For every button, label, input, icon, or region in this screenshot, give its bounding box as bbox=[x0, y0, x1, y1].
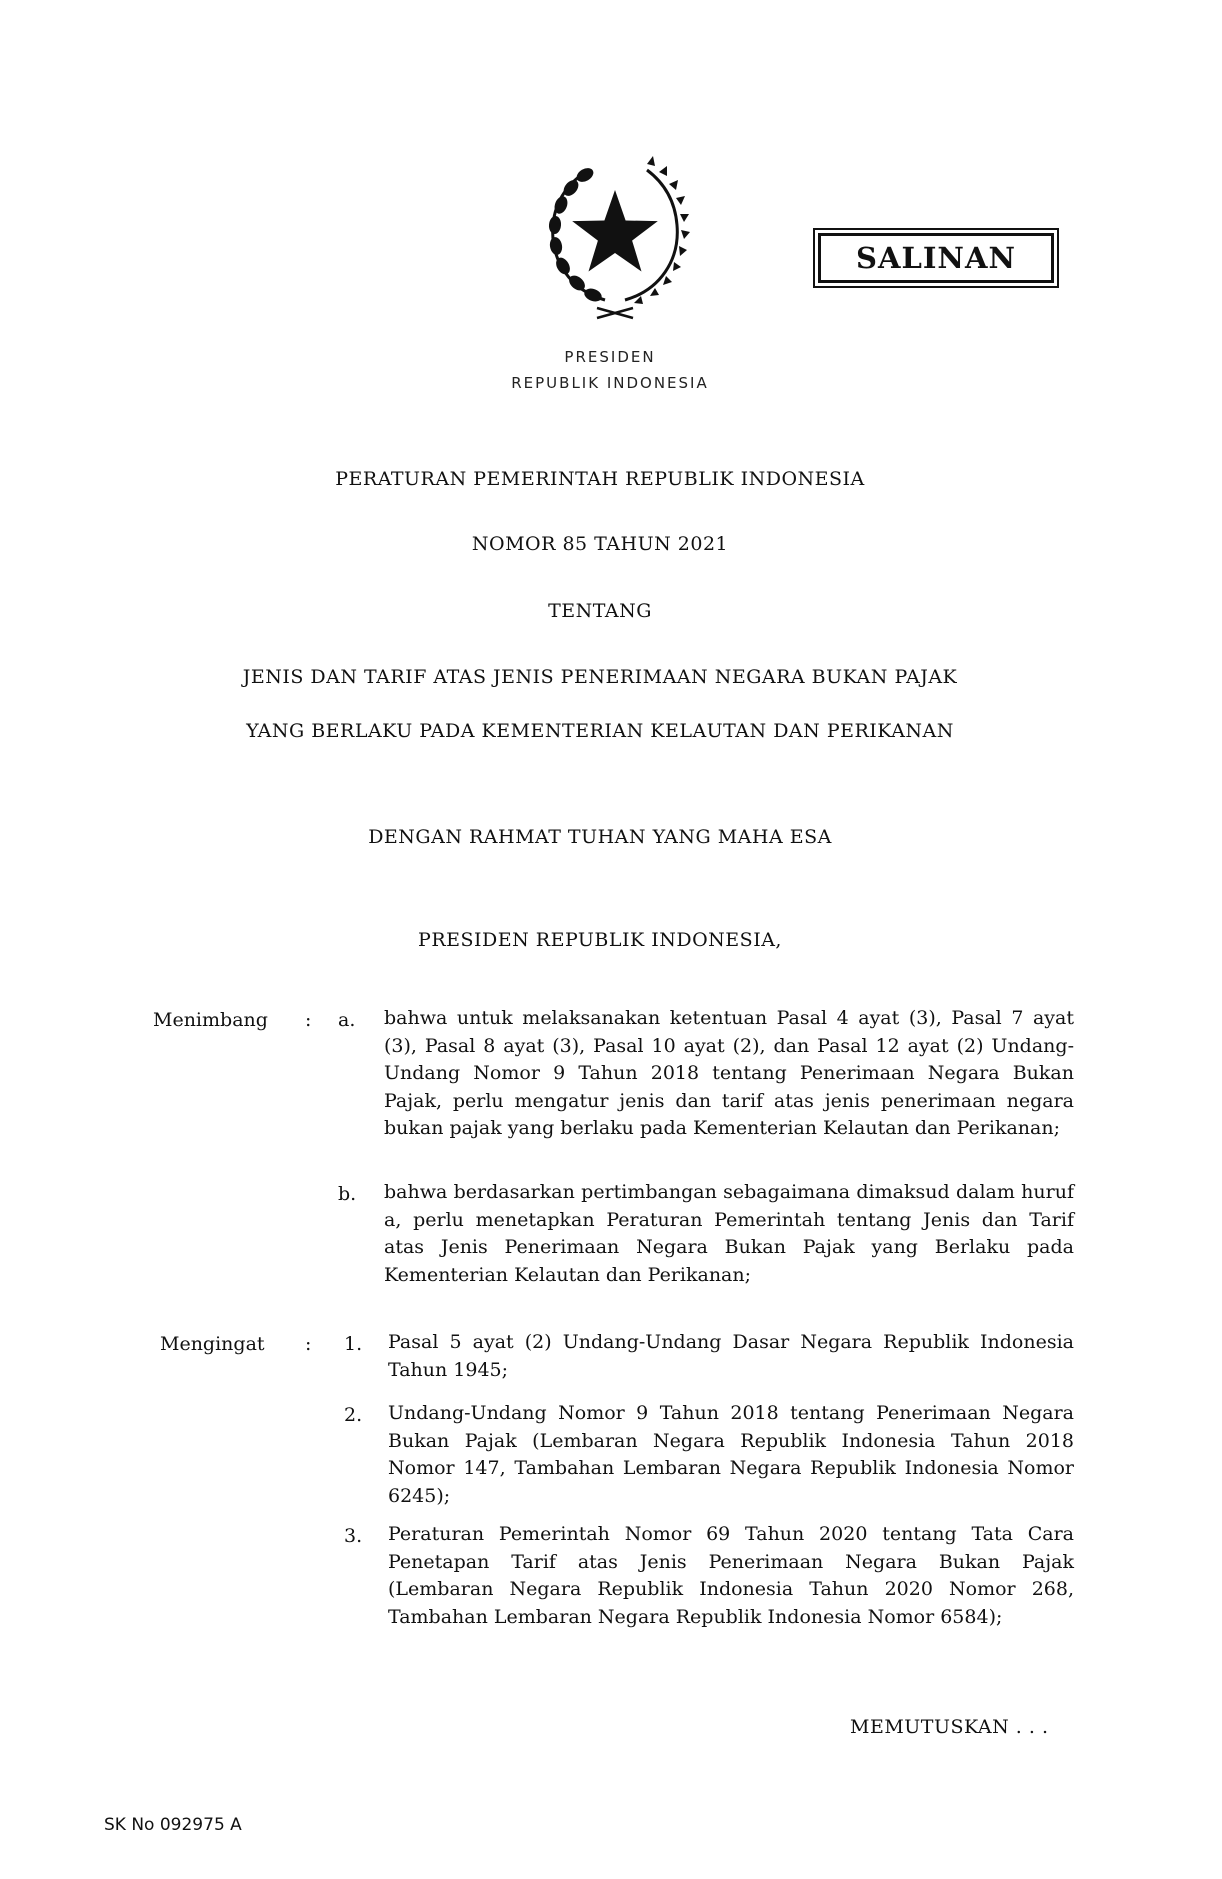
menimbang-marker-a: a. bbox=[338, 1009, 356, 1031]
menimbang-item-b: bahwa berdasarkan pertimbangan sebagaimana dimaksud dalam huruf a, perlu menetapkan Peraturan Pemerintah tentang Jenis dan Tarif atas Jenis Penerimaan Negara Bukan Pajak yang Berlaku pada Kementerian Kelautan dan Perikanan; bbox=[384, 1181, 1074, 1286]
subject-line-2: YANG BERLAKU PADA KEMENTERIAN KELAUTAN DAN PERIKANAN bbox=[246, 720, 954, 742]
mengingat-colon: : bbox=[305, 1333, 312, 1355]
mengingat-label: Mengingat bbox=[160, 1333, 265, 1355]
authority: PRESIDEN REPUBLIK INDONESIA, bbox=[418, 929, 782, 951]
salinan-label: SALINAN bbox=[856, 241, 1016, 275]
about-heading: TENTANG bbox=[548, 600, 652, 622]
invocation: DENGAN RAHMAT TUHAN YANG MAHA ESA bbox=[368, 826, 832, 848]
menimbang-marker-b: b. bbox=[338, 1183, 357, 1205]
issuer-line-1: PRESIDEN bbox=[564, 348, 656, 366]
menimbang-label: Menimbang bbox=[153, 1009, 268, 1031]
regulation-title: PERATURAN PEMERINTAH REPUBLIK INDONESIA bbox=[335, 468, 865, 490]
garuda-star-emblem-icon bbox=[535, 150, 695, 325]
mengingat-item-2: Undang-Undang Nomor 9 Tahun 2018 tentang Penerimaan Negara Bukan Pajak (Lembaran Negara Republik Indonesia Tahun 2018 Nomor 147, Tambahan Lembaran Negara Republik Indonesia Nomor 6245); bbox=[388, 1402, 1074, 1507]
issuer-line-2: REPUBLIK INDONESIA bbox=[511, 374, 709, 392]
mengingat-item-3: Peraturan Pemerintah Nomor 69 Tahun 2020 tentang Tata Cara Penetapan Tarif atas Jenis Penerimaan Negara Bukan Pajak (Lembaran Negara Republik Indonesia Tahun 2020 Nomor 268, Tambahan Lembaran Negara Republik Indonesia Nomor 6584); bbox=[388, 1523, 1074, 1628]
mengingat-marker-3: 3. bbox=[344, 1525, 363, 1547]
continuation-note: MEMUTUSKAN . . . bbox=[850, 1716, 1049, 1738]
regulation-number: NOMOR 85 TAHUN 2021 bbox=[471, 533, 729, 555]
menimbang-colon: : bbox=[305, 1009, 312, 1031]
mengingat-marker-2: 2. bbox=[344, 1404, 363, 1426]
mengingat-item-1: Pasal 5 ayat (2) Undang-Undang Dasar Negara Republik Indonesia Tahun 1945; bbox=[388, 1331, 1074, 1381]
footer-code: SK No 092975 A bbox=[104, 1815, 242, 1835]
salinan-stamp bbox=[818, 233, 1054, 283]
subject-line-1: JENIS DAN TARIF ATAS JENIS PENERIMAAN NEGARA BUKAN PAJAK bbox=[242, 666, 958, 688]
menimbang-item-a: bahwa untuk melaksanakan ketentuan Pasal 4 ayat (3), Pasal 7 ayat (3), Pasal 8 ayat (3), Pasal 10 ayat (2), dan Pasal 12 ayat (2) Undang-Undang Nomor 9 Tahun 2018 tentang Penerimaan Negara Bukan Pajak, perlu mengatur jenis dan tarif atas jenis penerimaan negara bukan pajak yang berlaku pada Kementerian Kelautan dan Perikanan; bbox=[384, 1007, 1074, 1139]
mengingat-marker-1: 1. bbox=[344, 1333, 363, 1355]
